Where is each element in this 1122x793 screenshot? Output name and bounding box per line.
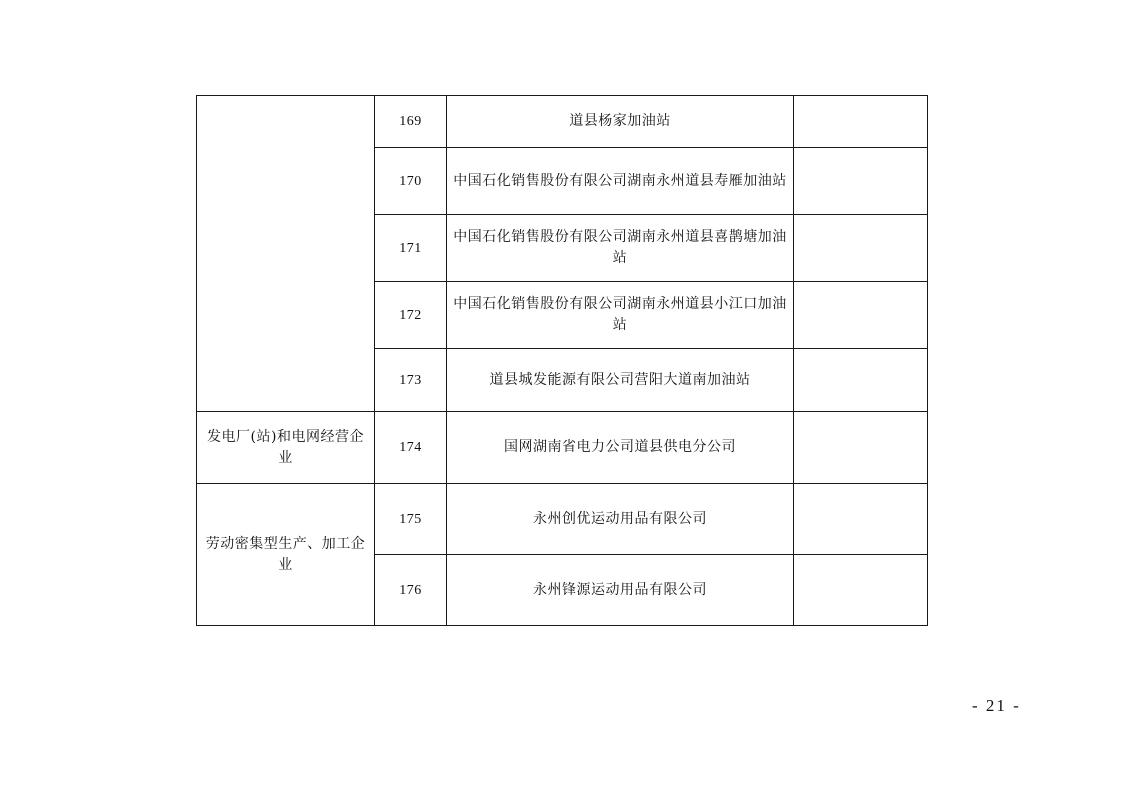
enterprise-name: 中国石化销售股份有限公司湖南永州道县喜鹊塘加油站 (447, 215, 794, 282)
enterprise-name: 永州创优运动用品有限公司 (447, 484, 794, 555)
category-cell: 发电厂(站)和电网经营企业 (197, 412, 375, 484)
row-number: 170 (375, 148, 447, 215)
remark-cell (794, 349, 928, 412)
row-number: 176 (375, 555, 447, 626)
category-cell-continued (197, 96, 375, 412)
enterprise-table (196, 95, 928, 626)
table-row (197, 484, 928, 555)
enterprise-name: 国网湖南省电力公司道县供电分公司 (447, 412, 794, 484)
row-number: 171 (375, 215, 447, 282)
table-row (197, 96, 928, 148)
row-number: 172 (375, 282, 447, 349)
enterprise-name: 道县杨家加油站 (447, 96, 794, 148)
row-number: 173 (375, 349, 447, 412)
row-number: 169 (375, 96, 447, 148)
row-number: 174 (375, 412, 447, 484)
remark-cell (794, 282, 928, 349)
remark-cell (794, 96, 928, 148)
remark-cell (794, 412, 928, 484)
remark-cell (794, 148, 928, 215)
remark-cell (794, 484, 928, 555)
row-number: 175 (375, 484, 447, 555)
table-row (197, 412, 928, 484)
remark-cell (794, 215, 928, 282)
page-number: - 21 - (972, 696, 1021, 715)
enterprise-name: 中国石化销售股份有限公司湖南永州道县寿雁加油站 (447, 148, 794, 215)
enterprise-name: 道县城发能源有限公司营阳大道南加油站 (447, 349, 794, 412)
enterprise-name: 中国石化销售股份有限公司湖南永州道县小江口加油站 (447, 282, 794, 349)
category-cell: 劳动密集型生产、加工企业 (197, 484, 375, 626)
remark-cell (794, 555, 928, 626)
enterprise-name: 永州锋源运动用品有限公司 (447, 555, 794, 626)
